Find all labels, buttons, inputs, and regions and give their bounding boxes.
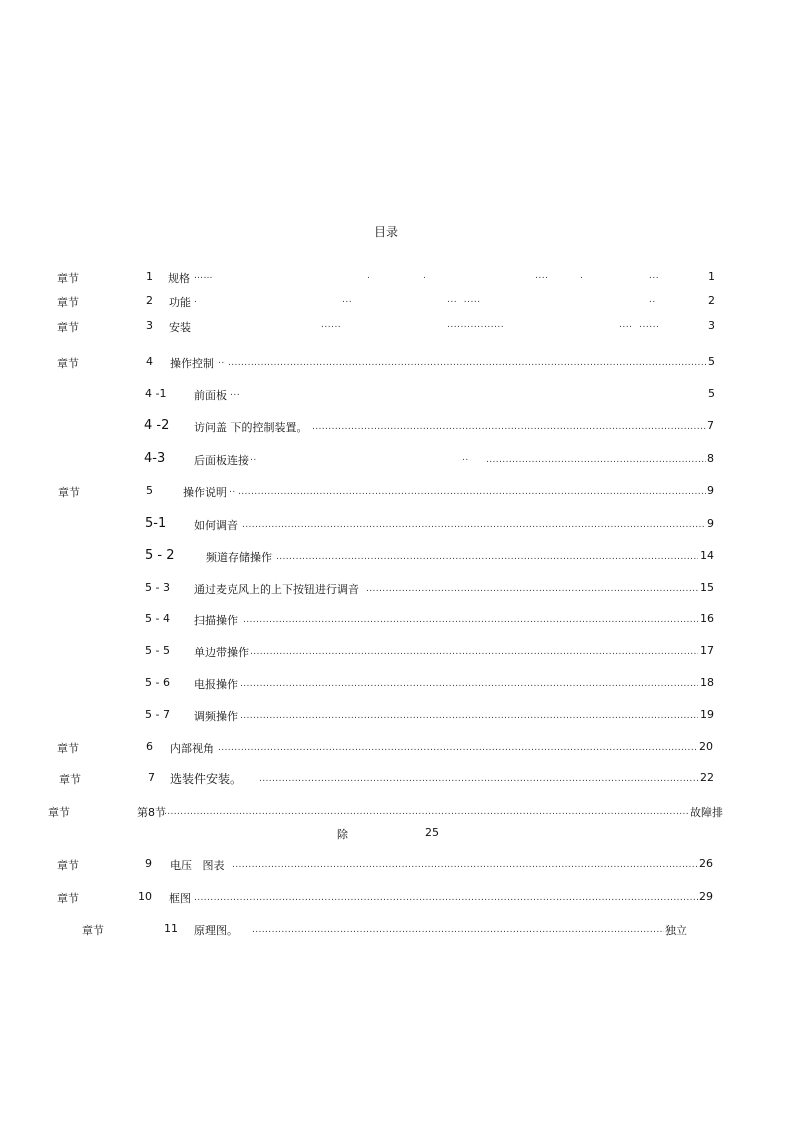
leader-dots: .	[580, 271, 584, 281]
leader-dots	[243, 614, 698, 626]
leader-dots	[232, 859, 698, 871]
leader-dots: .... ......	[619, 320, 660, 330]
entry-trail: .	[194, 295, 198, 305]
leader-dots: ... .....	[447, 295, 481, 305]
leader-dots: ...	[342, 295, 353, 305]
entry-title: 操作说明	[183, 486, 227, 499]
entry-trail: ……	[194, 271, 213, 281]
entry-title: 单边带操作	[194, 646, 249, 659]
leader-dots: .................	[447, 320, 505, 330]
section-number: 4 -2	[144, 418, 170, 433]
entry-title: 内部视角	[170, 742, 214, 755]
chapter-label: 章节	[57, 321, 79, 334]
entry-trail: ..	[250, 453, 257, 463]
leader-dots: ..	[649, 295, 656, 305]
entry-title: 操作控制	[170, 357, 214, 370]
chapter-number: 5	[146, 484, 153, 497]
leader-dots: ...	[649, 271, 660, 281]
leader-dots: ....	[535, 271, 549, 281]
leader-dots	[366, 583, 698, 595]
entry-title: 访问盖 下的控制装置。	[194, 421, 308, 434]
leader-dots	[259, 773, 698, 785]
entry-title: 如何调音	[194, 519, 238, 532]
section-number: 5 - 5	[145, 644, 170, 657]
leader-dots	[228, 357, 706, 369]
entry-title: 安装	[169, 321, 191, 334]
entry-title: 电压 图表	[170, 859, 225, 872]
leader-dots	[242, 519, 706, 531]
section-number: 5 - 6	[145, 676, 170, 689]
page-number: 9	[707, 517, 714, 530]
entry-trail: ...	[230, 388, 241, 398]
leader-dots	[218, 742, 698, 754]
chapter-label: 章节	[48, 806, 70, 819]
leader-dots	[194, 892, 698, 904]
page-number: 3	[708, 319, 715, 332]
chapter-number: 第8节	[137, 806, 166, 819]
leader-dots	[486, 454, 706, 466]
page-number: 8	[707, 452, 714, 465]
leader-dots: .	[423, 271, 427, 281]
page-number: 5	[708, 387, 715, 400]
section-number: 5 - 7	[145, 708, 170, 721]
chapter-number: 2	[146, 294, 153, 307]
chapter-label: 章节	[57, 357, 79, 370]
leader-dots	[250, 646, 698, 658]
entry-trail: ..	[229, 485, 236, 495]
leader-dots: ......	[321, 320, 342, 330]
chapter-label: 章节	[59, 773, 81, 786]
chapter-number: 3	[146, 319, 153, 332]
page-number: 20	[699, 740, 713, 753]
entry-continuation: 除	[337, 828, 348, 841]
page-number: 2	[708, 294, 715, 307]
chapter-number: 6	[146, 740, 153, 753]
chapter-label: 章节	[57, 742, 79, 755]
leader-dots	[252, 924, 664, 936]
leader-dots	[238, 486, 706, 498]
page-title: 目录	[374, 225, 399, 239]
page-number: 9	[707, 484, 714, 497]
page-number: 22	[700, 771, 714, 784]
leader-dots: ..	[462, 453, 469, 463]
entry-title: 通过麦克风上的上下按钮进行调音	[194, 583, 359, 596]
chapter-label: 章节	[57, 296, 79, 309]
leader-dots	[276, 551, 698, 563]
chapter-number: 7	[148, 771, 155, 784]
entry-trail: ..	[218, 356, 225, 366]
section-number: 5-1	[145, 516, 167, 531]
page-number: 7	[707, 419, 714, 432]
entry-title: 框图	[169, 892, 191, 905]
entry-title: 频道存储操作	[206, 551, 272, 564]
section-number: 4-3	[144, 451, 166, 466]
leader-dots	[312, 421, 706, 433]
section-number: 5 - 3	[145, 581, 170, 594]
page-number-continuation: 25	[425, 826, 439, 839]
chapter-number: 11	[164, 922, 178, 935]
chapter-label: 章节	[57, 272, 79, 285]
entry-title: 调频操作	[194, 710, 238, 723]
page-number: 1	[708, 270, 715, 283]
leader-dots: .	[367, 271, 371, 281]
page-number: 独立	[665, 924, 687, 937]
page-number: 29	[699, 890, 713, 903]
page-number: 18	[700, 676, 714, 689]
entry-title: 规格	[168, 272, 190, 285]
page-number: 5	[708, 355, 715, 368]
leader-dots	[240, 678, 698, 690]
section-number: 5 - 4	[145, 612, 170, 625]
page-number: 16	[700, 612, 714, 625]
entry-title: 电报操作	[194, 678, 238, 691]
chapter-number: 4	[146, 355, 153, 368]
section-number: 4 -1	[145, 387, 167, 400]
chapter-label: 章节	[57, 892, 79, 905]
page-number: 17	[700, 644, 714, 657]
chapter-number: 1	[146, 270, 153, 283]
entry-title: 选装件安装。	[170, 772, 243, 786]
section-number: 5 - 2	[145, 548, 175, 563]
leader-dots	[240, 710, 698, 722]
chapter-number: 10	[138, 890, 152, 903]
page-number: 19	[700, 708, 714, 721]
entry-title: 后面板连接	[194, 454, 249, 467]
entry-title: 前面板	[194, 389, 227, 402]
page-number: 14	[700, 549, 714, 562]
leader-dots	[164, 806, 690, 818]
page-number: 15	[700, 581, 714, 594]
entry-title: 功能	[169, 296, 191, 309]
entry-title: 扫描操作	[194, 614, 238, 627]
chapter-number: 9	[145, 857, 152, 870]
page-number: 26	[699, 857, 713, 870]
entry-title: 原理图。	[194, 924, 238, 937]
page-number: 故障排	[690, 806, 723, 819]
chapter-label: 章节	[58, 486, 80, 499]
chapter-label: 章节	[57, 859, 79, 872]
chapter-label: 章节	[82, 924, 104, 937]
